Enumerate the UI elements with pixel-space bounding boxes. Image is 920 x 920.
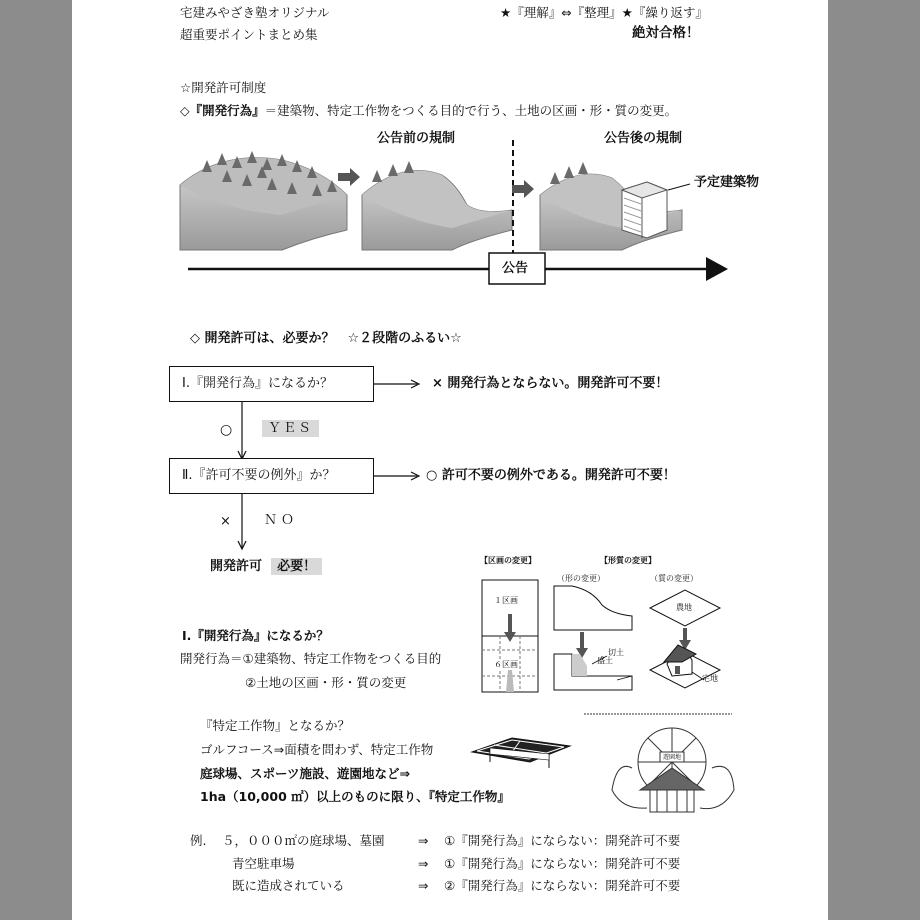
example-row-3-result: ②『開発行為』にならない：開発許可不要 [444,878,681,893]
example-row-1-arrow: ⇒ [418,833,429,848]
cut-label: 切土 [608,648,624,657]
residential-label: 宅地 [702,674,718,683]
header-right-line2: 絶対合格！ [632,25,700,41]
facility-illustrations [72,0,828,920]
shitsu-title: （質の変更） [650,574,698,583]
definition-body: ＝建築物、特定工作物をつくる目的で行う、土地の区画・形・質の変更。 [264,103,678,118]
label-after-announcement: 公告後の規制 [604,131,683,146]
specified-structure-question: 『特定工作物』となるか？ [200,718,351,733]
section-title: ☆開発許可制度 [180,80,267,95]
kukaku-title: 【区画の変更】 [480,556,536,565]
one-lot-label: １区画 [494,596,518,605]
keishitsu-title: 【形質の変更】 [600,556,656,565]
definition-term: ◇『開発行為』 [180,103,265,118]
example-row-1-result: ①『開発行為』にならない：開発許可不要 [444,833,681,848]
facilities-rule: 庭球場、スポーツ施設、遊園地など⇒ [200,766,410,781]
header-right-line1: ★『理解』⇔『整理』★『繰り返す』 [500,5,708,20]
label-planned-building: 予定建築物 [694,175,760,190]
label-announcement: 公告 [502,261,529,276]
example-row-2-result: ①『開発行為』にならない：開発許可不要 [444,856,681,871]
example-row-1-subject: ５，０００㎡の庭球場、墓園 [222,833,385,848]
final-prefix: 開発許可 [210,559,263,574]
katachi-title: （形の変更） [557,574,605,583]
section2-line1: 開発行為＝①建築物、特定工作物をつくる目的 [180,651,442,666]
golf-rule: ゴルフコース⇒面積を問わず、特定工作物 [200,742,434,757]
park-sign: 遊園地 [663,754,682,761]
area-rule: 1ha（10,000 ㎡）以上のものに限り、『特定工作物』 [200,789,510,804]
example-row-2-arrow: ⇒ [418,856,429,871]
examples-prefix: 例. [190,833,207,848]
example-row-3-arrow: ⇒ [418,878,429,893]
yes-mark: ○ [220,422,233,438]
step2-result: ○ 許可不要の例外である。開発許可不要！ [426,468,676,483]
farmland-label: 農地 [676,603,692,612]
label-before-announcement: 公告前の規制 [377,131,456,146]
section2-line2: ②土地の区画・形・質の変更 [245,675,407,690]
fill-label: 盛土 [597,656,613,665]
step1-result: × 開発行為とならない。開発許可不要！ [432,376,669,391]
yes-label: ＹＥＳ [262,421,319,437]
example-row-2-subject: 青空駐車場 [232,856,295,871]
tennis-court-icon [472,738,570,768]
no-mark: × [220,514,231,529]
six-lots-label: ６区画 [494,660,518,669]
header-left-line1: 宅建みやざき塾オリジナル [180,5,330,20]
header-left-line2: 超重要ポイントまとめ集 [180,27,318,42]
amusement-park-icon [584,714,734,812]
step1-box: Ⅰ.『開発行為』になるか？ [169,366,374,402]
example-row-3-subject: 既に造成されている [232,878,345,893]
flow-title: ◇ 開発許可は、必要か？ ☆２段階のふるい☆ [190,331,462,346]
final-label: 必要！ [271,558,322,575]
section2-title: Ⅰ.『開発行為』になるか？ [182,628,329,643]
document-page [72,0,828,920]
step2-box: Ⅱ.『許可不要の例外』か？ [169,458,374,494]
no-label: ＮＯ [264,513,299,528]
